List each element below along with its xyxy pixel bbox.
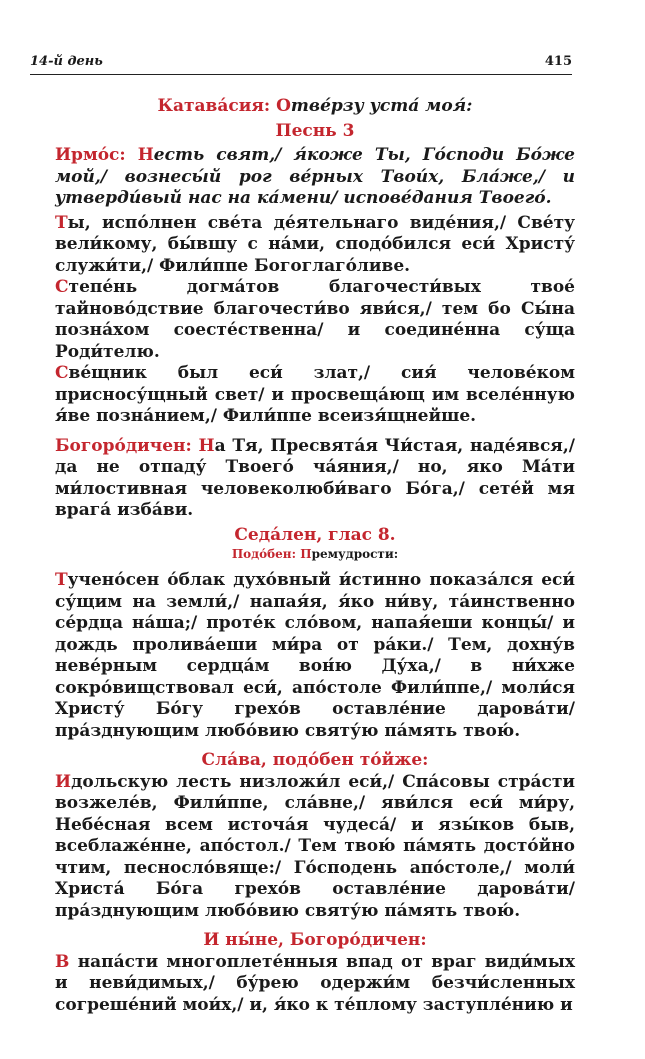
troparion-1	[55, 213, 575, 278]
theotokion-1	[55, 436, 575, 522]
sedalen-text	[55, 570, 575, 742]
i-nyne-text	[55, 952, 575, 1017]
slava-title: Сла́ва, подо́бен то́йже:	[201, 750, 429, 770]
troparion-1-text: ы, испо́лнен све́та де́ятельнаго виде́ния,/ Све́ту вели́кому, бы́вшу с на́ми, сподо́бился еси́ Христу́ служи́ти,/ Фили́ппе Богоглаго́ливе.	[55, 212, 575, 276]
running-header	[30, 52, 572, 75]
irmos-text: есть свят,/ я́коже Ты, Го́споди Бо́же мой,/ вознесы́й рог ве́рных Твои́х, Бла́же,/ и утверди́вый нас на ка́мени/ испове́дания Твоего́.	[55, 145, 575, 208]
i-nyne-cap: В	[55, 951, 70, 972]
katavasia-cap: О	[276, 96, 291, 116]
theotokion-1-label: Богоро́дичен:	[55, 435, 192, 456]
slava-text	[55, 772, 575, 923]
text-body	[55, 96, 575, 1016]
podoben-label: Подо́бен:	[231, 547, 297, 561]
troparion-2-cap: С	[55, 277, 69, 297]
sedalen-cap: Т	[55, 570, 68, 590]
troparion-1-cap: Т	[55, 212, 68, 233]
theotokion-1-cap: Н	[198, 435, 215, 456]
sedalen-podoben	[55, 546, 575, 562]
podoben-cap: П	[300, 547, 312, 561]
podoben-rest: ремудрости:	[311, 547, 399, 561]
page-number: 415	[544, 54, 572, 69]
katavasia-text: тве́рзу уста́ моя́:	[290, 96, 473, 116]
troparion-3	[55, 363, 575, 428]
katavasia-line	[55, 96, 575, 118]
troparion-2-text: тепе́нь догма́тов благочести́вых твое́ тайново́дствие благочести́во яви́ся,/ тем бо Сы́на позна́хом соесте́ственна/ и соедине́нна су́ща Роди́телю.	[55, 277, 575, 362]
troparion-3-text: ве́щник был еси́ злат,/ сия́ челове́ком присносу́щный свет/ и просвеща́ющ им вселе́нную я́ве позна́нием,/ Фили́ппе всеизя́щнейше.	[55, 363, 575, 426]
sedalen-title: Седа́лен, глас 8.	[234, 524, 396, 545]
katavasia-label: Катава́сия:	[157, 96, 271, 116]
slava-body: дольскую лесть низложи́л еси́,/ Спа́совы стра́сти возжеле́в, Фили́ппе, сла́вне,/ яви́лся еси́ ми́ру, Небе́сная всем источа́я чудеса́/ и язы́ков быв, всеблаже́нне, апо́стол./ Тем твою́ па́мять досто́йно чтим, песносло́вяще:/ Го́сподень апо́столе,/ моли́ Христа́ Бо́га грехо́в оставле́ние дарова́ти/ пра́зднующим любо́вию святу́ю па́мять твою́.	[55, 771, 575, 921]
i-nyne-title: И ны́не, Богоро́дичен:	[203, 930, 427, 950]
irmos-label: Ирмо́с:	[55, 145, 126, 165]
song-title: Песнь 3	[275, 120, 355, 141]
irmos-cap: Н	[137, 145, 154, 165]
header-day: 14-й день	[30, 54, 103, 69]
troparion-3-cap: С	[55, 363, 69, 383]
i-nyne-body: напа́сти многоплете́нныя впад от враг види́мых и неви́димых,/ бу́рею одержи́м безчи́сленных согреше́ний мои́х,/ и, я́ко к те́плому заступле́нию и	[55, 951, 576, 1015]
theotokion-1-text: а Тя, Пресвята́я Чи́стая, наде́явся,/ да не отпаду́ Твоего́ ча́яния,/ но, яко Ма́ти ми́лостивная человеколюби́ваго Бо́га,/ сете́й мя врага́ изба́ви.	[55, 435, 575, 520]
irmos	[55, 145, 575, 210]
troparion-2	[55, 277, 575, 363]
sedalen-body: учено́сен о́блак духо́вный и́стинно показа́лся еси́ су́щим на земли́,/ напая́я, я́ко ни́ву, та́инственно се́рдца на́ша;/ проте́к сло́вом, напая́еши концы́/ и дождь пролива́еши ми́ра от ра́ки./ Тем, дохну́в неве́рным сердца́м вон́ю Ду́ха,/ в ни́хже сокро́вищствовал еси́, апо́столе Фили́ппе,/ моли́ся Христу́ Бо́гу грехо́в оставле́ние дарова́ти/ пра́зднующим любо́вию святу́ю па́мять твою́.	[55, 570, 575, 741]
slava-cap: И	[55, 771, 72, 792]
